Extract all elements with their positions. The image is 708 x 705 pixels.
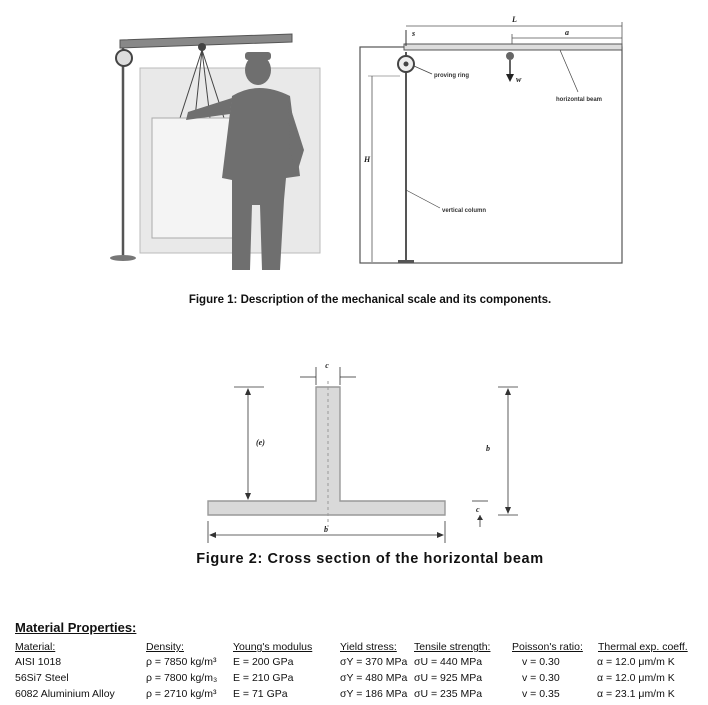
label-L: L xyxy=(512,15,517,24)
table-row-3-modulus: E = 71 GPa xyxy=(233,688,288,700)
figure-1 xyxy=(0,0,708,300)
scale-schematic xyxy=(360,15,622,263)
table-row-1-thermal: α = 12.0 μm/m K xyxy=(597,656,675,668)
header-thermal-exp: Thermal exp. coeff. xyxy=(598,641,688,653)
header-tensile-strength: Tensile strength: xyxy=(414,641,491,653)
table-row-3-yield: σY = 186 MPa xyxy=(340,688,408,700)
illustration-ring xyxy=(116,50,132,66)
label-b-bottom: b xyxy=(324,525,328,534)
table-row-3-material: 6082 Aluminium Alloy xyxy=(15,688,115,700)
illustration-hook xyxy=(198,43,206,51)
header-density: Density: xyxy=(146,641,184,653)
label-c-top: c xyxy=(325,361,329,370)
table-row-2-material: 56Si7 Steel xyxy=(15,672,69,684)
figure-2 xyxy=(0,355,708,550)
schematic-beam xyxy=(404,44,622,50)
label-proving-ring: proving ring xyxy=(434,73,469,79)
material-properties-title: Material Properties: xyxy=(15,620,137,635)
table-row-3-thermal: α = 23.1 μm/m K xyxy=(597,688,675,700)
label-w: w xyxy=(516,75,522,84)
schematic-frame xyxy=(360,47,622,263)
header-yield-stress: Yield stress: xyxy=(340,641,397,653)
t-section xyxy=(208,387,445,515)
label-H: H xyxy=(364,155,371,164)
schematic-hook xyxy=(506,52,514,60)
table-row-2-poisson: v = 0.30 xyxy=(522,672,560,684)
label-s: s xyxy=(412,29,416,38)
label-c-right: c xyxy=(476,505,480,514)
illustration-beam xyxy=(120,34,292,48)
table-row-1-tensile: σU = 440 MPa xyxy=(414,656,483,668)
table-row-3-poisson: v = 0.35 xyxy=(522,688,560,700)
header-material: Material: xyxy=(15,641,56,653)
illustration-base xyxy=(110,255,136,261)
table-row-1-yield: σY = 370 MPa xyxy=(340,656,408,668)
table-row-3-tensile: σU = 235 MPa xyxy=(414,688,483,700)
table-row-3-density: ρ = 2710 kg/m³ xyxy=(146,688,217,700)
table-row-1-material: AISI 1018 xyxy=(15,656,62,668)
header-youngs-modulus: Young's modulus xyxy=(233,641,313,653)
label-horizontal-beam: horizontal beam xyxy=(556,97,603,103)
table-row-2-thermal: α = 12.0 μm/m K xyxy=(597,672,675,684)
table-row-2-density: ρ = 7800 kg/m₃ xyxy=(146,672,218,684)
header-poissons-ratio: Poisson's ratio: xyxy=(512,641,583,653)
figure-1-caption: Figure 1: Description of the mechanical scale and its components. xyxy=(188,294,552,306)
table-row-1-modulus: E = 200 GPa xyxy=(233,656,294,668)
label-b-right: b xyxy=(486,444,490,453)
label-vertical-column: vertical column xyxy=(442,208,487,214)
label-a: a xyxy=(565,28,569,37)
table-row-1-poisson: v = 0.30 xyxy=(522,656,560,668)
table-row-2-modulus: E = 210 GPa xyxy=(233,672,294,684)
label-e: (e) xyxy=(256,438,265,447)
table-row-1-density: ρ = 7850 kg/m³ xyxy=(146,656,217,668)
scale-illustration xyxy=(110,34,320,270)
table-row-2-yield: σY = 480 MPa xyxy=(340,672,408,684)
figure-2-caption: Figure 2: Cross section of the horizontal beam xyxy=(196,551,544,567)
table-row-2-tensile: σU = 925 MPa xyxy=(414,672,483,684)
